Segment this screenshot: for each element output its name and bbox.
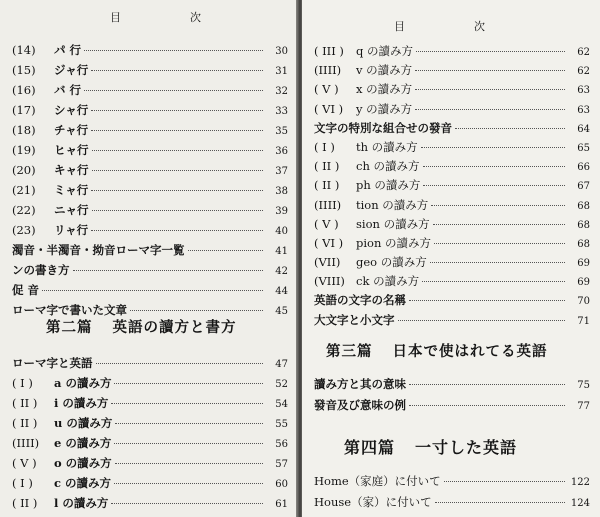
toc-entry: ( II ) u の讀み方 55 [12,416,288,430]
toc-entry: ( II ) ph の讀み方 67 [314,178,590,193]
section-heading-part-2: 第二篇 英語の讀方と書方 [46,319,237,336]
toc-entry: Home（家庭）に付いて 122 [314,474,590,488]
right-page [302,0,600,517]
toc-entry: (IIII) e の讀み方 56 [12,436,288,450]
section-heading-part-3: 第三篇 日本で使はれてる英語 [326,343,548,360]
toc-entry: 濁音・半濁音・拗音ローマ字一覧 41 [12,243,288,257]
toc-entry: (14) パ 行 30 [12,43,288,57]
toc-entry: ( II ) l の讀み方 61 [12,496,288,510]
toc-entry: (17) シャ行 33 [12,103,288,117]
running-head-left-2: 次 [190,11,202,24]
toc-entry: (23) リャ行 40 [12,223,288,237]
toc-entry: 文字の特別な組合せの發音 64 [314,120,590,135]
toc-entry: (19) ヒャ行 36 [12,143,288,157]
toc-entry: ( V ) o の讀み方 57 [12,456,288,470]
running-head-left-1: 目 [110,11,122,24]
toc-entry: ( III ) q の讀み方 62 [314,44,590,58]
toc-entry: ンの書き方 42 [12,263,288,277]
toc-entry: ( V ) x の讀み方 63 [314,82,590,97]
toc-entry: (20) キャ行 37 [12,163,288,177]
toc-entry: (21) ミャ行 38 [12,183,288,197]
toc-entry: 大文字と小文字 71 [314,312,590,327]
toc-entry: 讀み方と其の意味 75 [314,377,590,391]
toc-entry: (IIII) tion の讀み方 68 [314,197,590,212]
left-page [0,0,298,517]
toc-entry: ローマ字と英語 47 [12,356,288,370]
toc-entry: ( I ) c の讀み方 60 [12,476,288,490]
toc-entry: (VIII) ck の讀み方 69 [314,274,590,289]
running-head-right-2: 次 [474,20,486,33]
toc-entry: ( VI ) pion の讀み方 68 [314,235,590,250]
toc-entry: 發音及び意味の例 77 [314,398,590,412]
toc-entry: ( V ) sion の讀み方 68 [314,216,590,231]
toc-list-left-bottom [12,353,288,513]
toc-list-right-mid [314,374,590,416]
running-head-right-1: 目 [394,20,406,33]
toc-entry: (15) ジャ行 31 [12,63,288,77]
toc-entry: (IIII) v の讀み方 62 [314,63,590,78]
toc-list-right-bottom [314,471,590,513]
toc-entry: ( VI ) y の讀み方 63 [314,101,590,116]
toc-entry: 促 音 44 [12,283,288,297]
toc-entry: (16) バ 行 32 [12,83,288,97]
toc-list-right-top [314,42,590,330]
section-heading-part-4: 第四篇 一寸した英語 [344,438,518,457]
toc-entry: House（家）に付いて 124 [314,495,590,509]
toc-entry: (22) ニャ行 39 [12,203,288,217]
toc-list-left-top [12,40,288,320]
toc-entry: 英語の文字の名稱 70 [314,293,590,308]
toc-entry: ローマ字で書いた文章 45 [12,303,288,317]
toc-entry: (VII) geo の讀み方 69 [314,255,590,270]
toc-entry: ( I ) a の讀み方 52 [12,376,288,390]
toc-entry: ( I ) th の讀み方 65 [314,139,590,154]
toc-entry: (18) チャ行 35 [12,123,288,137]
toc-entry: ( II ) i の讀み方 54 [12,396,288,410]
toc-entry: ( II ) ch の讀み方 66 [314,159,590,174]
